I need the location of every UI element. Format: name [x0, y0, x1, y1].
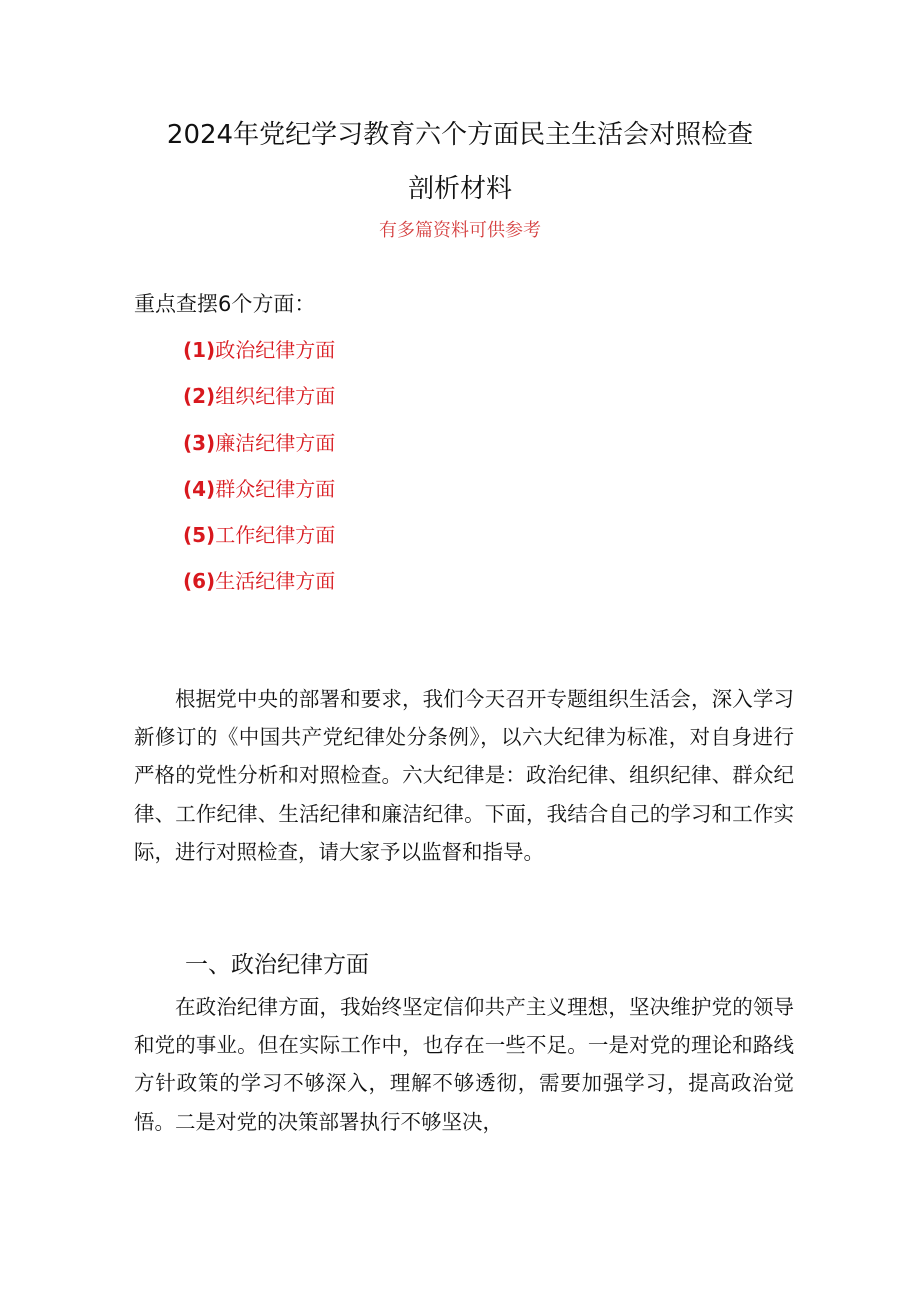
focus-item [183, 519, 335, 565]
focus-item-number: (3) [183, 430, 216, 455]
focus-item [183, 565, 335, 611]
focus-item [183, 427, 335, 473]
focus-item-text: 组织纪律方面 [215, 384, 336, 409]
section-heading-political-discipline: 一、政治纪律方面 [185, 952, 369, 978]
focus-item-number: (6) [183, 569, 216, 594]
focus-item-text: 廉洁纪律方面 [215, 430, 336, 455]
focus-item-number: (5) [183, 523, 216, 548]
document-subtitle: 有多篇资料可供参考 [379, 220, 541, 241]
focus-heading: 重点查摆6个方面： [134, 292, 316, 316]
section-paragraph: 在政治纪律方面，我始终坚定信仰共产主义理想，坚决维护党的领导和党的事业。但在实际工作中，也存在一些不足。一是对党的理论和路线方针政策的学习不够深入，理解不够透彻，需要加强学习，提高政治觉悟。二是对党的决策部署执行不够坚决， [134, 995, 794, 1134]
focus-item-text: 群众纪律方面 [215, 476, 336, 501]
focus-item-number: (4) [183, 476, 216, 501]
focus-item [183, 380, 335, 426]
section-body-political-discipline [134, 988, 794, 1141]
focus-item-text: 生活纪律方面 [215, 569, 336, 594]
document-title-line-1: 2024年党纪学习教育六个方面民主生活会对照检查 [166, 120, 754, 150]
focus-item [183, 473, 335, 519]
focus-list [183, 334, 335, 612]
document-title-line-2: 剖析材料 [407, 174, 512, 204]
focus-item-text: 工作纪律方面 [215, 523, 336, 548]
intro-paragraph: 根据党中央的部署和要求，我们今天召开专题组织生活会，深入学习新修订的《中国共产党纪律处分条例》，以六大纪律为标准，对自身进行严格的党性分析和对照检查。六大纪律是：政治纪律、组织纪律、群众纪律、工作纪律、生活纪律和廉洁纪律。下面，我结合自己的学习和工作实际，进行对照检查，请大家予以监督和指导。 [134, 687, 794, 864]
focus-item-number: (2) [183, 384, 216, 409]
intro-section [134, 680, 794, 871]
focus-item [183, 334, 335, 380]
focus-item-number: (1) [183, 338, 216, 362]
focus-item-text: 政治纪律方面 [215, 338, 336, 362]
